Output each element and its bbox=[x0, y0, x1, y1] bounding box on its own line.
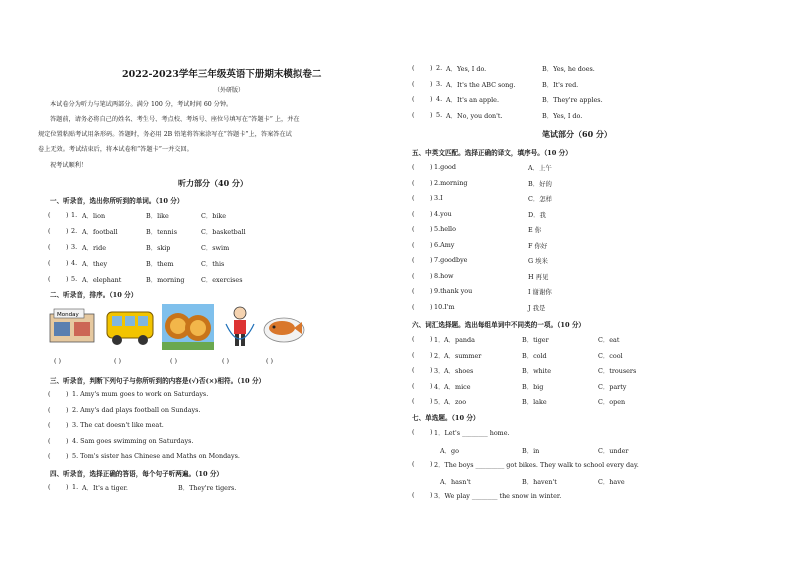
s5-item-2-paren-open: ( bbox=[412, 178, 415, 187]
s7-q1-paren-open: ( bbox=[412, 428, 415, 436]
s3-item-3-paren-open: ( bbox=[48, 421, 51, 429]
s4-item-5-option-a: A．No, you don't. bbox=[446, 111, 503, 120]
s3-item-1-text: 1. Amy's mum goes to work on Saturdays. bbox=[72, 390, 209, 398]
intro-line-3: 规定位置粘贴考试用条形码。答题时，务必用 2B 铅笔将答案涂写在“答题卡”上，答案答在试 bbox=[38, 131, 292, 138]
s1-item-5-paren-open: ( bbox=[48, 275, 51, 283]
s1-item-3-option-b: B．skip bbox=[146, 244, 171, 252]
s5-item-6-english: 6.Amy bbox=[434, 240, 455, 249]
s5-item-7-chinese: G 埃米 bbox=[528, 257, 548, 265]
s6-item-1-option-c: C．eat bbox=[598, 336, 620, 344]
s6-item-4-paren-close: ) bbox=[430, 381, 433, 390]
s5-item-2-paren-close: ) bbox=[430, 178, 433, 187]
s6-item-5-paren-open: ( bbox=[412, 397, 415, 405]
s6-item-5-option-a: A．zoo bbox=[444, 398, 467, 406]
s5-item-7-paren-open: ( bbox=[412, 256, 415, 264]
s5-item-3-paren-open: ( bbox=[412, 194, 415, 202]
s3-item-2-paren-open: ( bbox=[48, 405, 51, 414]
s3-item-5-paren-open: ( bbox=[48, 452, 51, 460]
s6-item-4-option-b: B．big bbox=[522, 382, 544, 391]
s5-item-9-paren-open: ( bbox=[412, 287, 415, 295]
s5-item-9-paren-close: ) bbox=[430, 287, 433, 295]
s3-item-3-paren-close: ) bbox=[66, 421, 69, 429]
s5-item-4-english: 4.you bbox=[434, 209, 452, 218]
s1-item-2-option-b: B．tennis bbox=[146, 228, 177, 236]
s6-item-2-option-c: C．cool bbox=[598, 351, 623, 360]
s1-item-1-option-a: A．lion bbox=[82, 212, 106, 220]
calendar-monday-picture bbox=[48, 306, 96, 346]
s6-item-1-option-b: B．tiger bbox=[522, 336, 549, 344]
s7-q1-option-b: B．in bbox=[522, 447, 540, 455]
s3-item-4-paren-close: ) bbox=[66, 436, 69, 445]
s2-order-blank-2: ( ) bbox=[114, 357, 122, 365]
s4-item-1-number: 1. bbox=[72, 483, 79, 491]
s4-item-2-option-b: B．Yes, he does. bbox=[542, 65, 595, 73]
s7-q3-paren-open: ( bbox=[412, 491, 415, 499]
s1-item-2-paren-close: ) bbox=[66, 227, 69, 235]
s6-item-3-paren-open: ( bbox=[412, 366, 415, 374]
s5-item-8-chinese: H 再见 bbox=[528, 272, 549, 281]
s5-item-7-paren-close: ) bbox=[430, 256, 433, 264]
section-1-title: 一、听录音，选出你所听到的单词。（10 分） bbox=[50, 197, 184, 205]
s4-item-4-option-b: B．They're apples. bbox=[542, 96, 603, 104]
s5-item-4-chinese: D．我 bbox=[528, 210, 546, 219]
s5-item-10-chinese: J 我是 bbox=[528, 303, 546, 312]
s3-item-4-text: 4. Sam goes swimming on Saturdays. bbox=[72, 436, 194, 445]
s4-item-3-paren-open: ( bbox=[412, 79, 415, 88]
s5-item-8-english: 8.how bbox=[434, 271, 454, 280]
s7-q2-paren-open: ( bbox=[412, 460, 415, 468]
section-2-title: 二、听录音，排序。（10 分） bbox=[50, 291, 138, 299]
listening-part-title: 听力部分（40 分） bbox=[178, 178, 248, 188]
s4-item-3-number: 3. bbox=[436, 79, 443, 88]
s1-item-2-option-a: A．football bbox=[82, 228, 118, 236]
s1-item-4-number: 4. bbox=[71, 259, 78, 267]
school-bus-picture bbox=[104, 304, 156, 348]
s3-item-1-paren-open: ( bbox=[48, 390, 51, 398]
s7-q3-text: 3．We play ________ the snow in winter. bbox=[434, 492, 562, 500]
s2-order-blank-3: ( ) bbox=[170, 357, 178, 365]
s1-item-5-option-b: B．morning bbox=[146, 276, 185, 284]
s5-item-10-paren-close: ) bbox=[430, 302, 433, 311]
writing-part-title: 笔试部分（60 分） bbox=[542, 129, 612, 139]
s5-item-6-paren-open: ( bbox=[412, 240, 415, 249]
s1-item-3-option-c: C．swim bbox=[201, 244, 230, 252]
s1-item-1-option-c: C．bike bbox=[201, 212, 227, 220]
s5-item-7-english: 7.goodbye bbox=[434, 256, 468, 264]
page-title: 2022-2023学年三年级英语下册期末模拟卷二 bbox=[122, 69, 322, 80]
s5-item-5-english: 5.hello bbox=[434, 225, 456, 233]
s1-item-4-option-b: B．them bbox=[146, 260, 174, 268]
s1-item-3-paren-close: ) bbox=[66, 243, 69, 251]
s2-order-blank-5: ( ) bbox=[266, 357, 274, 365]
s2-order-blank-4: ( ) bbox=[222, 357, 230, 365]
s6-item-1-paren-close: ) bbox=[430, 335, 433, 343]
s7-q3-paren-close: ) bbox=[430, 491, 433, 499]
s5-item-3-english: 3.I bbox=[434, 194, 443, 202]
section-6-title: 六、词汇选择题。选出每组单词中不同类的一项。（10 分） bbox=[412, 321, 586, 329]
s5-item-2-chinese: B．好的 bbox=[528, 179, 552, 188]
s3-item-1-paren-close: ) bbox=[66, 390, 69, 398]
s1-item-1-option-b: B．like bbox=[146, 212, 169, 220]
s4-item-1-paren-open: ( bbox=[48, 483, 51, 491]
s6-item-4-paren-open: ( bbox=[412, 381, 415, 390]
s7-q1-paren-close: ) bbox=[430, 428, 433, 436]
s5-item-6-chinese: F 你好 bbox=[528, 241, 548, 250]
s3-item-2-paren-close: ) bbox=[66, 405, 69, 414]
s5-item-10-english: 10.I'm bbox=[434, 302, 455, 311]
s5-item-6-paren-close: ) bbox=[430, 240, 433, 249]
s1-item-4-paren-close: ) bbox=[66, 259, 69, 267]
s3-item-2-text: 2. Amy's dad plays football on Sundays. bbox=[72, 405, 201, 414]
s7-q1-text: 1．Let's ________ home. bbox=[434, 429, 510, 437]
section-7-title: 七、单选题。（10 分） bbox=[412, 414, 480, 422]
s5-item-9-english: 9.thank you bbox=[434, 287, 473, 295]
s6-item-2-option-b: B．cold bbox=[522, 351, 547, 360]
s6-item-5-option-c: C．open bbox=[598, 398, 626, 406]
s4-item-5-paren-open: ( bbox=[412, 110, 415, 119]
s5-item-5-paren-close: ) bbox=[430, 225, 433, 233]
s1-item-3-number: 3. bbox=[71, 243, 78, 251]
s4-item-2-paren-close: ) bbox=[430, 64, 433, 72]
s1-item-3-option-a: A．ride bbox=[82, 244, 106, 252]
s1-item-5-number: 5. bbox=[71, 275, 78, 283]
s7-q2-text: 2．The boys _________ got bikes. They walk to school every day. bbox=[434, 461, 639, 469]
s6-item-4-number: 4． bbox=[434, 382, 445, 391]
s3-item-5-text: 5. Tom's sister has Chinese and Maths on Mondays. bbox=[72, 452, 240, 460]
s4-item-2-paren-open: ( bbox=[412, 64, 415, 72]
s5-item-8-paren-open: ( bbox=[412, 271, 415, 280]
s5-item-1-chinese: A．上午 bbox=[528, 164, 552, 172]
s6-item-1-paren-open: ( bbox=[412, 335, 415, 343]
s4-item-4-option-a: A．It's an apple. bbox=[446, 96, 499, 104]
s5-item-1-paren-close: ) bbox=[430, 163, 433, 171]
s5-item-3-chinese: C．怎样 bbox=[528, 195, 553, 203]
s4-item-3-option-a: A．It's the ABC song. bbox=[446, 80, 516, 89]
s6-item-3-option-a: A．shoes bbox=[444, 367, 474, 375]
s3-item-5-paren-close: ) bbox=[66, 452, 69, 460]
s1-item-1-paren-close: ) bbox=[66, 211, 69, 219]
s6-item-2-paren-open: ( bbox=[412, 350, 415, 359]
s6-item-2-option-a: A．summer bbox=[444, 351, 482, 360]
s1-item-2-option-c: C．basketball bbox=[201, 228, 246, 236]
s6-item-1-option-a: A．panda bbox=[444, 336, 475, 344]
skipping-boy-picture bbox=[220, 304, 260, 350]
s4-item-1-option-a: A．It's a tiger. bbox=[82, 484, 128, 492]
s5-item-1-english: 1.good bbox=[434, 163, 456, 171]
s3-item-4-paren-open: ( bbox=[48, 436, 51, 445]
s6-item-3-option-c: C．trousers bbox=[598, 367, 637, 375]
s7-q2-paren-close: ) bbox=[430, 460, 433, 468]
section-3-title: 三、听录音，判断下列句子与你所听到的内容是(√)否(×)相符。（10 分） bbox=[50, 377, 266, 385]
s5-item-9-chinese: I 谢谢你 bbox=[528, 288, 552, 296]
s1-item-5-paren-close: ) bbox=[66, 275, 69, 283]
s1-item-3-paren-open: ( bbox=[48, 243, 51, 251]
s5-item-3-paren-close: ) bbox=[430, 194, 433, 202]
s7-q2-option-c: C．have bbox=[598, 478, 625, 486]
s5-item-8-paren-close: ) bbox=[430, 271, 433, 280]
s6-item-1-number: 1． bbox=[434, 336, 445, 344]
s1-item-2-number: 2. bbox=[71, 227, 78, 235]
s1-item-1-paren-open: ( bbox=[48, 211, 51, 219]
s5-item-5-chinese: E 你 bbox=[528, 226, 542, 234]
intro-line-1: 本试卷分为听力与笔试两部分。满分 100 分，考试时间 60 分钟。 bbox=[50, 101, 233, 108]
s1-item-4-option-c: C．this bbox=[201, 260, 225, 268]
s5-item-2-english: 2.morning bbox=[434, 178, 468, 187]
s6-item-5-number: 5． bbox=[434, 398, 445, 406]
s1-item-1-number: 1. bbox=[71, 211, 78, 219]
monday-sign-text: Monday bbox=[57, 312, 79, 318]
s4-item-3-paren-close: ) bbox=[430, 79, 433, 88]
s1-item-5-option-a: A．elephant bbox=[82, 276, 122, 284]
s4-item-3-option-b: B．It's red. bbox=[542, 80, 579, 89]
good-luck-text: 祝考试顺利！ bbox=[50, 162, 88, 169]
intro-line-4: 卷上无效。考试结束后，将本试卷和“答题卡”一并交回。 bbox=[38, 146, 193, 153]
s5-item-1-paren-open: ( bbox=[412, 163, 415, 171]
s6-item-4-option-a: A．mice bbox=[444, 382, 471, 391]
s5-item-10-paren-open: ( bbox=[412, 302, 415, 311]
s6-item-2-paren-close: ) bbox=[430, 350, 433, 359]
s6-item-4-option-c: C．party bbox=[598, 382, 627, 391]
s4-item-1-paren-close: ) bbox=[66, 483, 69, 491]
s4-item-4-number: 4. bbox=[436, 95, 443, 103]
s4-item-5-number: 5. bbox=[436, 110, 443, 119]
s7-q1-option-a: A．go bbox=[440, 447, 459, 455]
section-5-title: 五、中英文匹配。选择正确的译文，填序号。（10 分） bbox=[412, 149, 572, 157]
s1-item-4-paren-open: ( bbox=[48, 259, 51, 267]
s4-item-2-number: 2. bbox=[436, 64, 443, 72]
edition-subtitle: （外研版） bbox=[214, 87, 245, 94]
s6-item-5-paren-close: ) bbox=[430, 397, 433, 405]
s4-item-5-paren-close: ) bbox=[430, 110, 433, 119]
s3-item-3-text: 3. The cat doesn't like meat. bbox=[72, 421, 164, 429]
s4-item-4-paren-open: ( bbox=[412, 95, 415, 103]
s4-item-1-option-b: B．They're tigers. bbox=[178, 484, 237, 492]
s7-q2-option-b: B．haven't bbox=[522, 478, 557, 486]
s6-item-3-number: 3． bbox=[434, 367, 445, 375]
s7-q2-option-a: A．hasn't bbox=[440, 478, 471, 486]
s4-item-2-option-a: A．Yes, I do. bbox=[446, 65, 487, 73]
fish-dish-picture bbox=[262, 308, 306, 346]
s2-order-blank-1: ( ) bbox=[54, 357, 62, 365]
s1-item-5-option-c: C．exercises bbox=[201, 276, 243, 284]
s7-q1-option-c: C．under bbox=[598, 447, 629, 455]
s6-item-3-option-b: B．white bbox=[522, 367, 552, 375]
s5-item-4-paren-open: ( bbox=[412, 209, 415, 218]
s4-item-4-paren-close: ) bbox=[430, 95, 433, 103]
s1-item-2-paren-open: ( bbox=[48, 227, 51, 235]
s1-item-4-option-a: A．they bbox=[82, 260, 108, 268]
lions-picture bbox=[162, 304, 214, 350]
s6-item-5-option-b: B．lake bbox=[522, 398, 547, 406]
intro-line-2: 答题前，请务必将自己的姓名、考生号、考点校、考场号、座位号填写在“答题卡” 上，并在 bbox=[50, 116, 300, 123]
s4-item-5-option-b: B．Yes, I do. bbox=[542, 111, 583, 120]
s5-item-5-paren-open: ( bbox=[412, 225, 415, 233]
s6-item-3-paren-close: ) bbox=[430, 366, 433, 374]
s5-item-4-paren-close: ) bbox=[430, 209, 433, 218]
section-4-title: 四、听录音，选择正确的答语，每个句子听两遍。（10 分） bbox=[50, 470, 224, 478]
s6-item-2-number: 2． bbox=[434, 351, 445, 360]
